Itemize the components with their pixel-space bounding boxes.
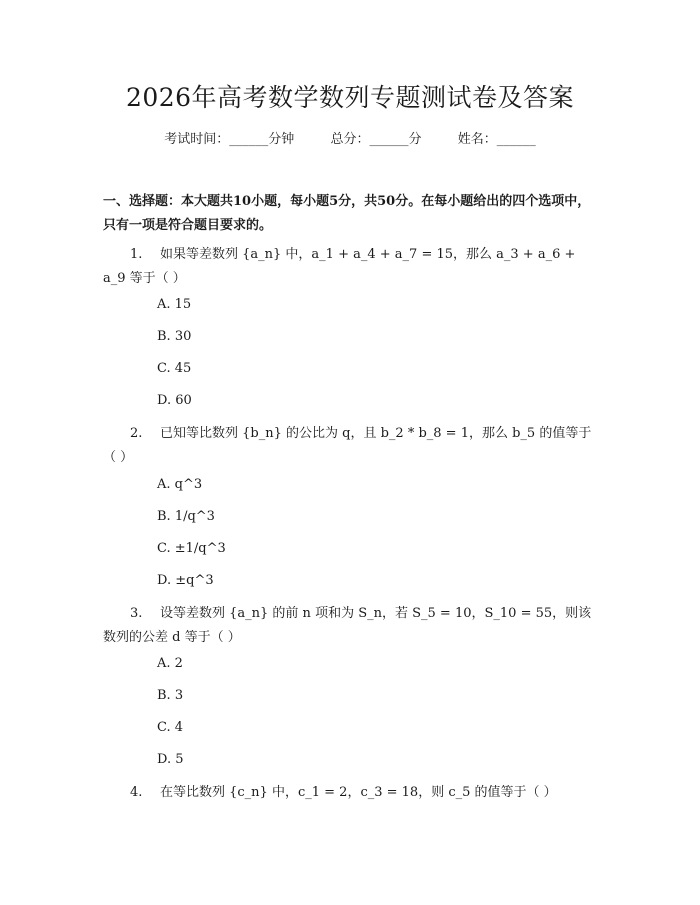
total-score-field: 总分：______分 xyxy=(330,132,422,147)
question-number: 4. xyxy=(130,785,143,800)
option-b: B. 3 xyxy=(157,688,184,703)
question-4 xyxy=(103,781,593,805)
option-c: C. 4 xyxy=(157,720,184,735)
question-number: 2. xyxy=(130,426,143,441)
question-3 xyxy=(103,602,593,650)
student-name-field: 姓名：______ xyxy=(457,132,536,147)
question-text: 如果等差数列 {a_n} 中，a_1 + a_4 + a_7 = 15，那么 a_3 + a_6 + a_9 等于（ ） xyxy=(103,247,576,286)
option-a: A. q^3 xyxy=(157,477,203,492)
question-2 xyxy=(103,422,593,470)
exam-time-field: 考试时间：______分钟 xyxy=(164,132,295,147)
option-c: C. 45 xyxy=(157,361,192,376)
option-d: D. 60 xyxy=(157,393,192,408)
option-a: A. 2 xyxy=(157,656,183,671)
question-text: 在等比数列 {c_n} 中，c_1 = 2，c_3 = 18，则 c_5 的值等于（ ） xyxy=(160,785,557,800)
question-1 xyxy=(103,243,593,291)
question-number: 1. xyxy=(130,247,143,262)
question-text: 设等差数列 {a_n} 的前 n 项和为 S_n，若 S_5 = 10，S_10 = 55，则该数列的公差 d 等于（ ） xyxy=(103,606,592,645)
option-b: B. 30 xyxy=(157,329,192,344)
option-c: C. ±1/q^3 xyxy=(157,541,226,556)
question-text: 已知等比数列 {b_n} 的公比为 q，且 b_2 * b_8 = 1，那么 b_5 的值等于（ ） xyxy=(103,426,592,465)
question-number: 3. xyxy=(130,606,143,621)
section-heading: 一、选择题：本大题共10小题，每小题5分，共50分。在每小题给出的四个选项中，只有一项是符合题目要求的。 xyxy=(103,194,591,233)
option-b: B. 1/q^3 xyxy=(157,509,215,524)
page-title: 2026年高考数学数列专题测试卷及答案 xyxy=(125,83,575,112)
option-d: D. ±q^3 xyxy=(157,573,214,588)
option-a: A. 15 xyxy=(157,297,192,312)
exam-info-line xyxy=(0,130,700,150)
option-d: D. 5 xyxy=(157,752,184,767)
